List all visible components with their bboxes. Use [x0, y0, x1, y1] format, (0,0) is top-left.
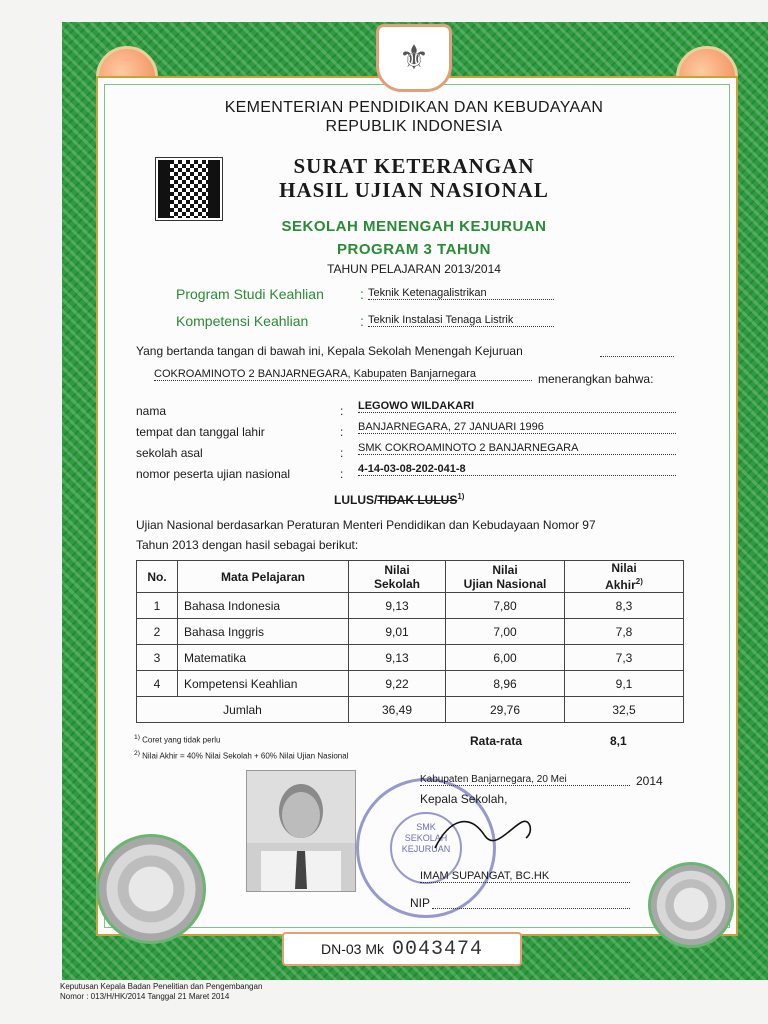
average-value: 8,1 — [610, 734, 627, 748]
note-1 — [134, 734, 220, 745]
basis-line-2: Tahun 2013 dengan hasil sebagai berikut: — [136, 538, 359, 552]
student-field-label: nomor peserta ujian nasional — [136, 467, 291, 481]
header-nilai-sekolah-line-1: Nilai — [384, 562, 410, 577]
signature-name: IMAM SUPANGAT, BC.HK — [420, 870, 630, 883]
kompetensi-label: Kompetensi Keahlian — [176, 313, 309, 329]
row-nilai-un: 7,00 — [446, 619, 565, 645]
row-mapel: Bahasa Indonesia — [178, 593, 349, 619]
row-no: 4 — [137, 671, 178, 697]
ministry-line-1: KEMENTERIAN PENDIDIKAN DAN KEBUDAYAAN — [224, 99, 604, 116]
header-nilai-akhir-superscript: 2) — [635, 577, 643, 586]
signature-role: Kepala Sekolah, — [420, 792, 508, 806]
header-nilai-un — [446, 561, 565, 593]
header-nilai-un-line-1: Nilai — [492, 562, 518, 577]
ministry-heading — [140, 98, 688, 136]
total-nilai-un: 29,76 — [446, 697, 565, 723]
serial-number-box — [282, 932, 522, 966]
header-nilai-akhir-line-2: Akhir — [605, 578, 636, 592]
student-name-value: LEGOWO WILDAKARI — [358, 400, 676, 413]
row-mapel: Kompetensi Keahlian — [178, 671, 349, 697]
garuda-emblem-icon: ⚜ — [376, 24, 452, 92]
statement-intro: Yang bertanda tangan di bawah ini, Kepala Sekolah Menengah Kejuruan — [136, 344, 523, 358]
table-row — [137, 671, 684, 697]
stamp-text-line-1: SMK — [416, 822, 436, 832]
student-field-label: tempat dan tanggal lahir — [136, 425, 265, 439]
hologram-seal-left — [96, 834, 206, 944]
note-1-text: Coret yang tidak perlu — [142, 735, 221, 745]
student-field-label: sekolah asal — [136, 446, 203, 460]
header-nilai-akhir-line-1: Nilai — [611, 561, 637, 575]
row-nilai-sekolah: 9,13 — [349, 645, 446, 671]
row-nilai-sekolah: 9,01 — [349, 619, 446, 645]
student-photo — [246, 770, 356, 892]
header-mapel: Mata Pelajaran — [178, 561, 349, 593]
header-nilai-akhir — [565, 561, 684, 593]
row-nilai-akhir: 8,3 — [565, 593, 684, 619]
handwritten-signature-icon — [430, 808, 540, 858]
table-row — [137, 645, 684, 671]
header-nilai-sekolah — [349, 561, 446, 593]
header-nilai-un-line-2: Ujian Nasional — [463, 576, 547, 591]
signature-nip-label: NIP — [410, 896, 431, 910]
serial-code: DN-03 Mk — [320, 941, 384, 957]
table-row — [137, 593, 684, 619]
program-studi-colon: : — [360, 286, 364, 302]
fail-label-struck: TIDAK LULUS — [377, 493, 458, 507]
statement-tail: menerangkan bahwa: — [538, 372, 654, 386]
header-nilai-sekolah-line-2: Sekolah — [373, 576, 421, 591]
student-school-value: SMK COKROAMINOTO 2 BANJARNEGARA — [358, 442, 676, 455]
footer-line-1: Keputusan Kepala Badan Penelitian dan Pengembangan — [60, 982, 263, 991]
pass-status-superscript: 1) — [457, 492, 465, 501]
school-type: SEKOLAH MENENGAH KEJURUAN — [281, 218, 547, 235]
document-title — [190, 154, 638, 202]
average-label: Rata-rata — [470, 734, 523, 748]
program-studi-value: Teknik Ketenagalistrikan — [368, 287, 554, 300]
student-birth-value: BANJARNEGARA, 27 JANUARI 1996 — [358, 421, 676, 434]
row-nilai-un: 7,80 — [446, 593, 565, 619]
row-nilai-un: 8,96 — [446, 671, 565, 697]
row-mapel: Matematika — [178, 645, 349, 671]
student-field-label: nama — [136, 404, 167, 418]
pass-label: LULUS/ — [334, 493, 378, 507]
student-photo-icon — [247, 771, 355, 891]
signature-place-date: Kabupaten Banjarnegara, 20 Mei — [420, 774, 630, 786]
academic-year: TAHUN PELAJARAN 2013/2014 — [327, 262, 501, 276]
row-nilai-akhir: 9,1 — [565, 671, 684, 697]
row-nilai-un: 6,00 — [446, 645, 565, 671]
serial-number: 0043474 — [392, 937, 484, 961]
note-2 — [134, 750, 348, 761]
row-no: 1 — [137, 593, 178, 619]
row-nilai-sekolah: 9,13 — [349, 593, 446, 619]
student-exam-number-value: 4-14-03-08-202-041-8 — [358, 463, 676, 476]
row-no: 3 — [137, 645, 178, 671]
statement-intro-dotline — [600, 344, 674, 357]
total-nilai-sekolah: 36,49 — [349, 697, 446, 723]
total-label: Jumlah — [137, 697, 349, 723]
stamp-text-line-2: SEKOLAH — [404, 833, 448, 843]
signature-year: 2014 — [636, 774, 663, 788]
student-field-colon: : — [340, 467, 344, 481]
note-2-superscript: 2) — [134, 750, 140, 757]
statement-school-name: COKROAMINOTO 2 BANJARNEGARA, Kabupaten Banjarnegara — [154, 368, 532, 381]
row-nilai-akhir: 7,8 — [565, 619, 684, 645]
grades-table — [136, 560, 684, 723]
table-total-row — [137, 697, 684, 723]
ministry-line-2: REPUBLIK INDONESIA — [325, 118, 503, 135]
student-field-colon: : — [340, 404, 344, 418]
kompetensi-colon: : — [360, 313, 364, 329]
table-header-row — [137, 561, 684, 593]
total-nilai-akhir: 32,5 — [565, 697, 684, 723]
title-line-1: SURAT KETERANGAN — [293, 154, 535, 178]
hologram-seal-right — [648, 862, 734, 948]
title-line-2: HASIL UJIAN NASIONAL — [279, 178, 549, 202]
pass-status — [334, 492, 464, 507]
row-nilai-akhir: 7,3 — [565, 645, 684, 671]
row-nilai-sekolah: 9,22 — [349, 671, 446, 697]
program-studi-label: Program Studi Keahlian — [176, 286, 324, 302]
row-mapel: Bahasa Inggris — [178, 619, 349, 645]
table-row — [137, 619, 684, 645]
student-field-colon: : — [340, 425, 344, 439]
note-1-superscript: 1) — [134, 734, 140, 741]
kompetensi-value: Teknik Instalasi Tenaga Listrik — [368, 314, 554, 327]
footer-decree — [60, 982, 262, 1002]
row-no: 2 — [137, 619, 178, 645]
stamp-text-line-3: KEJURUAN — [401, 844, 451, 854]
footer-line-2: Nomor : 013/H/HK/2014 Tanggal 21 Maret 2014 — [60, 992, 230, 1001]
student-field-colon: : — [340, 446, 344, 460]
basis-line-1: Ujian Nasional berdasarkan Peraturan Menteri Pendidikan dan Kebudayaan Nomor 97 — [136, 518, 596, 532]
signature-nip-line — [432, 896, 630, 909]
program-duration: PROGRAM 3 TAHUN — [337, 241, 491, 258]
header-no: No. — [137, 561, 178, 593]
note-2-text: Nilai Akhir = 40% Nilai Sekolah + 60% Nilai Ujian Nasional — [142, 751, 349, 761]
